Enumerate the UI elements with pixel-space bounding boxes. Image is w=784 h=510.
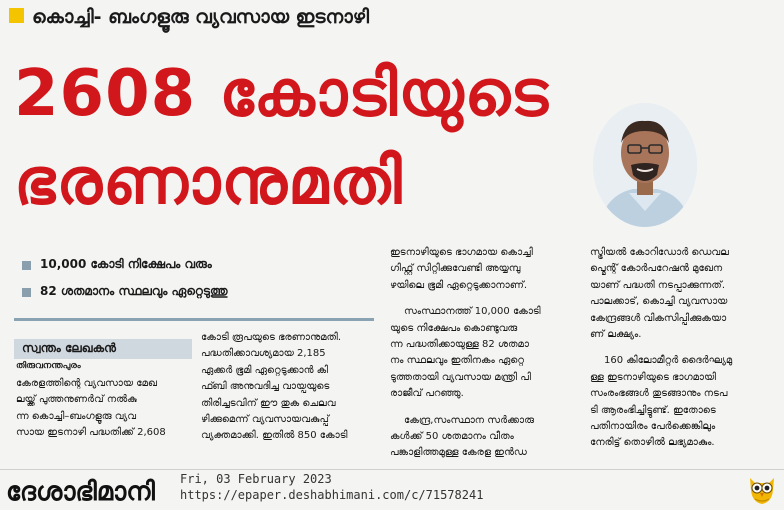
text-line: കേരളത്തിന്റെ വ്യവസായ മേഖ bbox=[16, 378, 157, 389]
article-column-4 bbox=[590, 245, 775, 452]
source-url[interactable]: https://epaper.deshabhimani.com/c/71578241 bbox=[180, 488, 484, 502]
text-line: രാജീവ് പറഞ്ഞു. bbox=[390, 388, 464, 400]
article-column-2 bbox=[201, 330, 376, 445]
article-column-3 bbox=[390, 245, 570, 462]
text-line: കേന്ദ്രങ്ങൾ വികസിപ്പിക്കുകയാ bbox=[590, 312, 727, 324]
text-line: യുടെ നിക്ഷേപം കൊണ്ടുവരു bbox=[390, 322, 518, 334]
text-line: വ്യക്തമാക്കി. ഇതിൽ 850 കോടി bbox=[201, 430, 348, 442]
bullet-icon bbox=[22, 261, 31, 270]
text-line: ഴിക്കുമെന്ന് വ്യവസായവകുപ്പ് bbox=[201, 414, 329, 426]
text-line: സ്ട്രിയൽ കോറിഡോർ ഡെവല bbox=[590, 247, 729, 258]
portrait-photo bbox=[593, 103, 697, 227]
dateline: തിരുവനന്തപുരം bbox=[16, 361, 81, 371]
footer-divider bbox=[0, 469, 784, 470]
text-line: ഏക്കർ ഭൂമി ഏറ്റെടുക്കാൻ കി bbox=[201, 364, 328, 376]
section-divider bbox=[14, 318, 374, 321]
text-line: പാലക്കാട്, കൊച്ചി വ്യവസായ bbox=[590, 296, 728, 308]
text-line: പ്മെന്റ് കോർപറേഷൻ മുഖേന bbox=[590, 263, 723, 275]
kicker: കൊച്ചി- ബംഗളൂരു വ്യവസായ ഇടനാഴി bbox=[32, 6, 370, 28]
text-line: കൾക്ക് 50 ശതമാനം വീതം bbox=[390, 431, 514, 443]
text-line: സംസ്ഥാനത്ത് 10,000 കോടി bbox=[404, 306, 541, 318]
highlight-1: 10,000 കോടി നിക്ഷേപം വരും bbox=[40, 257, 212, 271]
text-line: സായ ഇടനാഴി പദ്ധതിക്ക് 2,608 bbox=[16, 427, 166, 439]
text-line: ള്ള ഇടനാഴിയുടെ ഭാഗമായി bbox=[590, 371, 716, 383]
text-line: ണ് ലക്ഷ്യം. bbox=[590, 329, 642, 341]
highlight-2: 82 ശതമാനം സ്ഥലവും ഏറ്റെടുത്തു bbox=[40, 284, 228, 298]
bullet-icon bbox=[22, 288, 31, 297]
byline-author: സ്വന്തം ലേഖകൻ bbox=[22, 341, 116, 355]
owl-icon bbox=[746, 472, 778, 506]
text-line: കേന്ദ്ര,സംസ്ഥാന സർക്കാരു bbox=[404, 414, 534, 426]
text-line: യാണ് പദ്ധതി നടപ്പാക്കുന്നത്. bbox=[590, 279, 726, 291]
text-line: പദ്ധതിക്കാവശ്യമായ 2,185 bbox=[201, 348, 326, 360]
article-column-1 bbox=[16, 376, 192, 442]
text-line: പങ്കാളിത്തമുള്ള കേരള ഇൻഡ bbox=[390, 447, 527, 459]
text-line: ന്ന കൊച്ചി–ബംഗളൂരു വ്യവ bbox=[16, 410, 137, 422]
text-line: ടുത്തതായി വ്യവസായ മന്ത്രി പി bbox=[390, 371, 531, 383]
text-line: ഴയിലെ ഭൂമി ഏറ്റെടുക്കാനാണ്. bbox=[390, 279, 528, 291]
text-line: കോടി രൂപയുടെ ഭരണാനുമതി. bbox=[201, 332, 342, 343]
text-line: നം സ്ഥലവും ഇതിനകം ഏറ്റെ bbox=[390, 355, 525, 367]
text-line: 160 കിലോമീറ്റർ ദൈർഘ്യമു bbox=[604, 355, 733, 367]
text-line: നേരിട്ട് തൊഴിൽ ലഭ്യമാകും. bbox=[590, 437, 715, 449]
text-line: തിരിച്ചടവിന് ഈ തുക ചെലവ bbox=[201, 397, 336, 409]
text-line: ലയ്ക്ക് പുത്തനുണർവ് നൽകു bbox=[16, 394, 137, 406]
text-line: ഇടനാഴിയുടെ ഭാഗമായ കൊച്ചി bbox=[390, 247, 533, 258]
text-line: സംരംഭങ്ങൾ തുടങ്ങാനും നടപ bbox=[590, 388, 728, 400]
headline-line-2: ഭരണാനുമതി bbox=[14, 145, 403, 219]
headline-line-1: 2608 കോടിയുടെ bbox=[14, 57, 549, 131]
text-line: ന്ന പദ്ധതിക്കായുള്ള 82 ശതമാ bbox=[390, 339, 529, 351]
text-line: പതിനായിരം പേർക്കെങ്കിലും bbox=[590, 421, 716, 433]
kicker-square-icon bbox=[9, 8, 24, 23]
text-line: ടി ആരംഭിച്ചിട്ടുണ്ട്. ഇതോടെ bbox=[590, 404, 716, 416]
text-line: ഗിഫ്റ്റ് സിറ്റിക്കുവേണ്ടി അയ്യമ്പു bbox=[390, 263, 521, 275]
edition-date: Fri, 03 February 2023 bbox=[180, 472, 332, 486]
masthead-logo: ദേശാഭിമാനി bbox=[6, 477, 155, 507]
text-line: ഫ്ബി അനുവദിച്ച വായ്പയുടെ bbox=[201, 381, 330, 393]
